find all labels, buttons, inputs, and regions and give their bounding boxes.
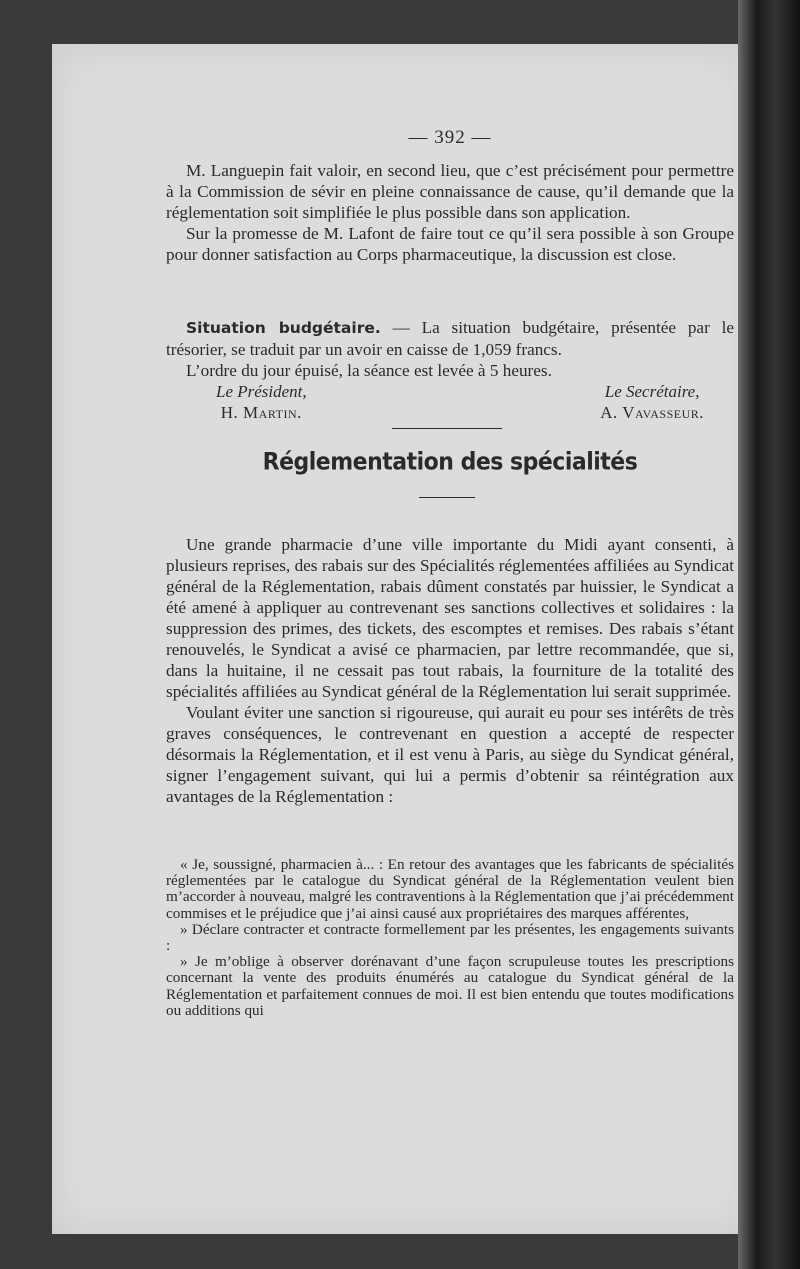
secretary-name: A. Vavasseur. — [600, 403, 704, 422]
paragraph-languepin: M. Languepin fait valoir, en second lieu, que c’est précisément pour permettre à la Commission de sévir en pleine connaissance de cause, qu’il demande que la réglementation soit simplifiée le plus possible dans son application. — [166, 161, 734, 222]
paragraph-closing: L’ordre du jour épuisé, la séance est levée à 5 heures. — [186, 361, 552, 380]
paragraph-rabais: Une grande pharmacie d’une ville importante du Midi ayant consenti, à plusieurs reprises, des rabais sur des Spécialités réglementées affiliées au Syndicat général de la Réglementation, rabais dûment constatés par huissier, le Syndicat a été amené à appliquer au contrevenant ses sanctions collectives et solidaires : la suppression des primes, des tickets, des escomptes et remises. Des rabais s’étant renouvelés, le Syndicat a avisé ce pharmacien, par lettre recommandée, que si, dans la huitaine, il ne cessait pas tout rabais, la fourniture de la totalité des spécialités affiliées au Syndicat général de la Réglementation lui serait supprimée. — [166, 535, 734, 701]
budget-heading: Situation budgétaire. — [186, 319, 381, 337]
secretary-title: Le Secrétaire, — [604, 382, 700, 401]
president-signature — [216, 381, 307, 423]
book-spine — [738, 0, 800, 1269]
meeting-minutes — [166, 160, 734, 265]
paragraph-engagement: Voulant éviter une sanction si rigoureuse, qui aurait eu pour ses intérêts de très graves conséquences, le contrevenant en question a accepté de respecter désormais la Réglementation, et il est venu à Paris, au siège du Syndicat général, signer l’engagement suivant, qui lui a permis d’obtenir sa réintégration aux avantages de la Réglementation : — [166, 703, 734, 806]
divider-rule — [392, 428, 502, 429]
specialites-body — [166, 534, 734, 807]
title-underline — [419, 497, 475, 498]
section-title: Réglementation des spécialités — [262, 448, 638, 477]
page-number: — 392 — — [408, 127, 492, 148]
quote-paragraph-3: » Je m’oblige à observer dorénavant d’une façon scrupuleuse toutes les prescriptions concernant la vente des produits énumérés au catalogue du Syndicat général de la Réglementation et parfaitement connues de moi. Il est bien entendu que toutes modifications ou additions qui — [166, 953, 734, 1019]
quote-paragraph-2: » Déclare contracter et contracte formellement par les présentes, les engagements suivants : — [166, 920, 734, 955]
engagement-quote — [166, 857, 734, 1019]
secretary-signature — [600, 381, 704, 423]
paragraph-budget — [166, 317, 734, 360]
budget-section — [166, 317, 734, 381]
quote-paragraph-1: « Je, soussigné, pharmacien à... : En retour des avantages que les fabricants de spécialités réglementées par le catalogue du Syndicat général de la Réglementation veulent bien m’accorder à nouveau, malgré les contraventions à la Réglementation que j’ai précédemment commises et le préjudice que j’ai ainsi causé aux propriétaires des marques afférentes, — [166, 856, 734, 922]
paragraph-lafont: Sur la promesse de M. Lafont de faire tout ce qu’il sera possible à son Groupe pour donner satisfaction au Corps pharmaceutique, la discussion est close. — [166, 224, 734, 264]
president-title: Le Président, — [216, 382, 307, 401]
president-name: H. Martin. — [220, 403, 302, 422]
budget-text: — La situation budgétaire, présentée par le trésorier, se traduit par un avoir en caisse de 1,059 francs. — [166, 318, 734, 359]
